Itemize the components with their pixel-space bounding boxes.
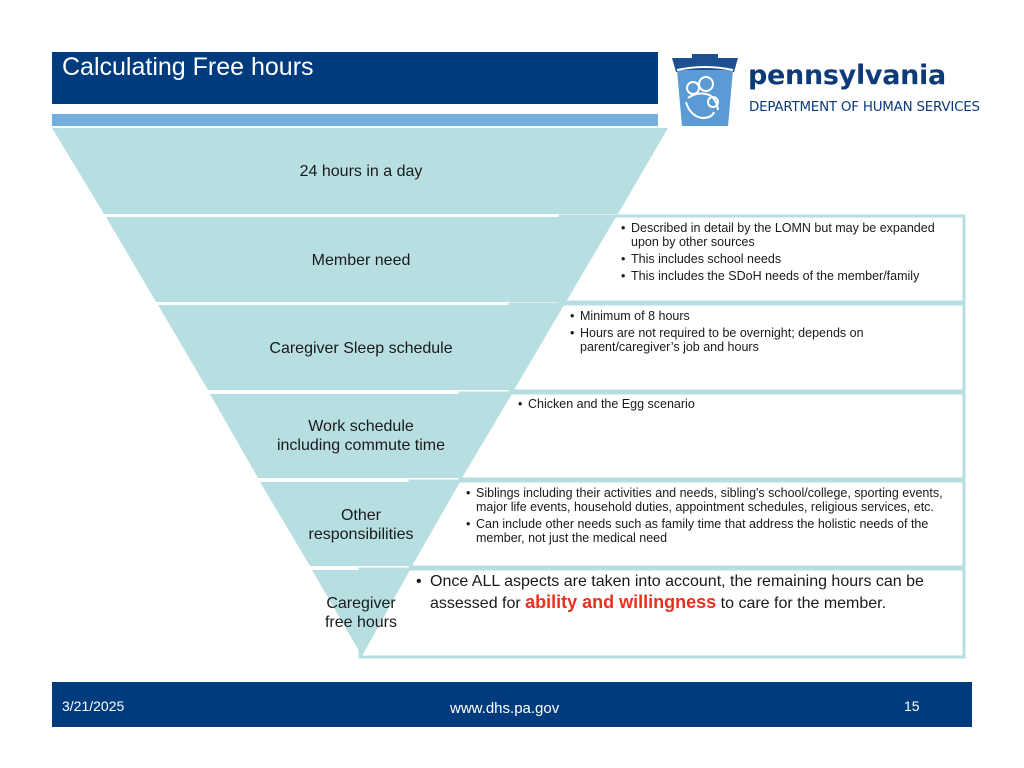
segment-label-sleep: Caregiver Sleep schedule bbox=[269, 340, 453, 357]
segment-label-free-line1: Caregiver bbox=[326, 595, 396, 612]
desc-sleep bbox=[570, 309, 920, 357]
segment-label-free-line2: free hours bbox=[324, 614, 398, 631]
bullet-item: • Can include other needs such as family time that address the holistic needs of the member, not just the medical need bbox=[466, 517, 962, 545]
page-number: 15 bbox=[904, 698, 920, 714]
segment-label-other-line1: Other bbox=[340, 507, 381, 524]
desc-work bbox=[518, 397, 918, 414]
segment-label-other-line2: responsibilities bbox=[308, 526, 414, 543]
bullet-item: • Minimum of 8 hours bbox=[570, 309, 920, 323]
bullet-item: • This includes the SDoH needs of the member/family bbox=[621, 269, 961, 283]
bullet-item: • Hours are not required to be overnight; depends on parent/caregiver’s job and hours bbox=[570, 326, 920, 354]
desc-member-need bbox=[621, 221, 961, 286]
bullet-item bbox=[416, 572, 964, 614]
footer-bar bbox=[52, 682, 972, 727]
bullet-item: • Described in detail by the LOMN but may be expanded upon by other sources bbox=[621, 221, 961, 249]
footer-date: 3/21/2025 bbox=[62, 698, 125, 714]
emphasis-ability-willingness: ability and willingness bbox=[525, 592, 717, 612]
segment-label-work-line1: Work schedule bbox=[308, 418, 414, 435]
segment-label-work-line2: including commute time bbox=[276, 437, 446, 454]
segment-label-work bbox=[200, 417, 522, 455]
footer-url[interactable]: www.dhs.pa.gov bbox=[450, 700, 560, 717]
segment-label-free-hours bbox=[300, 594, 422, 632]
bullet-item: • Siblings including their activities and needs, sibling's school/college, sporting events, major life events, household duties, appointment schedules, religious services, etc. bbox=[466, 486, 962, 514]
page-title: Calculating Free hours bbox=[62, 53, 314, 81]
logo-department: DEPARTMENT OF HUMAN SERVICES bbox=[749, 100, 980, 115]
bullet-item: • This includes school needs bbox=[621, 252, 961, 266]
logo-wordmark: pennsylvania bbox=[748, 60, 946, 91]
desc-other bbox=[466, 486, 962, 548]
desc-free-hours bbox=[416, 572, 964, 617]
bullet-text-before: Once ALL aspects are taken into account, the remaining hours can be assessed for bbox=[430, 573, 924, 612]
segment-label-member-need: Member need bbox=[311, 252, 411, 269]
segment-label-24h: 24 hours in a day bbox=[299, 163, 423, 180]
bullet-item: • Chicken and the Egg scenario bbox=[518, 397, 918, 411]
bullet-text-after: to care for the member. bbox=[716, 595, 887, 612]
